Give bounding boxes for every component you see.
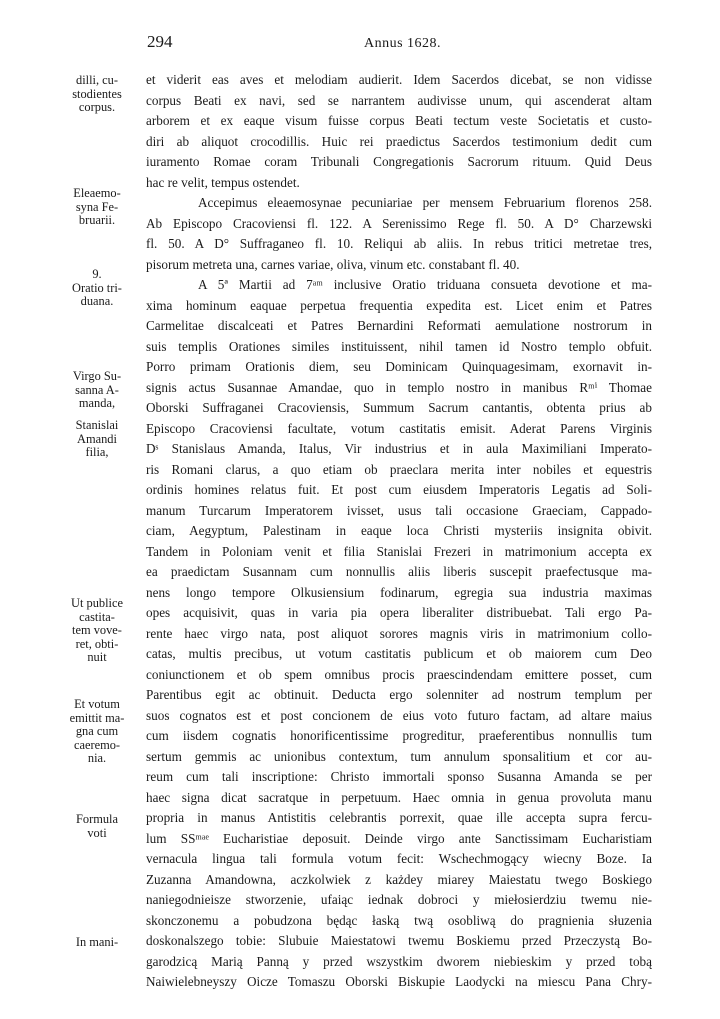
margin-note-line: Ut publice [71, 596, 123, 610]
margin-note-eleaemosyna [58, 187, 136, 228]
margin-note-line: Amandi [77, 431, 117, 446]
text-line: cum iisdem cognatis honorificentissime progreditur, praeferentibus nonnullis tum [146, 728, 652, 743]
body-text [146, 70, 652, 993]
text-line: opes acquisivit, quas in varia pia opera liberaliter distribuebat. Tali ergo Pa- [146, 605, 652, 620]
margin-note-line: Eleaemo- [73, 186, 121, 200]
text-line: catas, multis precibus, ut votum castitatis publicum et ob maiorem cum Deo [146, 646, 652, 661]
text-line: Parentibus egit ac obtinuit. Deducta ergo solenniter ad nostrum templum per [146, 687, 652, 702]
margin-note-line: duana. [80, 294, 114, 308]
text-line: coniunctionem et ob spem omnibus procis praescindendam emittere posset, cum [146, 666, 652, 682]
margin-note-line: In mani- [75, 935, 119, 949]
margin-note-line: Virgo Su- [72, 369, 122, 383]
text-line: haec signa dicat sacratque in perpetuum. Haec omnia in genua provoluta manu [146, 789, 652, 805]
margin-note-line: dilli, cu- [76, 73, 118, 87]
text-line: Zuzanna Amandowna, aczkolwiek z każdey miarey Maiestatu twego Boskiego [146, 871, 652, 887]
text-line: A 5ª Martii ad 7ᵃᵐ inclusive Oratio triduana consueta devotione et ma- [198, 277, 652, 292]
text-line: ea praedictam Susannam cum nonnullis aliis liberis suscepit praefectusque ma- [146, 564, 652, 579]
margin-note-line: Et votum [74, 697, 120, 711]
margin-note-oratio [58, 268, 136, 309]
margin-note-line: bruarii. [78, 213, 116, 227]
text-line: Accepimus eleaemosynae pecuniariae per mensem Februarium florenos 258. [198, 195, 652, 210]
margin-note-line: syna Fe- [75, 199, 119, 214]
text-line: ris Romani clarus, a quo etiam ob praeclara merita inter nobiles et equestris [146, 461, 652, 477]
text-line: skonczonemu a pobudzona będąc łaską twą osobliwą do pragnienia słuzenia [146, 912, 652, 928]
text-line: lum SSᵐᵃᵉ Eucharistiae deposuit. Deinde virgo ante Sanctissimam Eucharistiam [146, 830, 652, 846]
text-line: Tandem in Poloniam venit et filia Stanislai Frezeri in matrimonium accepta ex [146, 543, 652, 559]
text-line: propria in manus Antistitis celebrantis porrexit, quae ille accepta supra fercu- [146, 810, 652, 825]
text-line: arborem et ex eaque visum fuisse corpus Beati tectum veste Societatis et custo- [146, 113, 652, 128]
margin-note-line: sanna A- [75, 382, 119, 397]
margin-note-in-mani [58, 936, 136, 950]
margin-note-formula [58, 813, 136, 840]
margin-note-line: gna cum [75, 724, 119, 738]
margin-note-line: 9. [92, 267, 102, 281]
text-line: suis templis Orationes similes instituissent, nihil tamen id Nostro templo obfuit. [146, 338, 652, 354]
text-line: Ab Episcopo Cracoviensi fl. 122. A Serenissimo Rege fl. 50. A D° Charzewski [146, 215, 652, 231]
margin-note-line: Oratio tri- [72, 280, 122, 295]
margin-note-line: nuit [87, 650, 107, 664]
running-title: Annus 1628. [364, 36, 442, 51]
margin-note-custodientes [58, 74, 136, 115]
margin-note-line: Stanislai [75, 418, 119, 432]
margin-note-line: corpus. [78, 100, 116, 114]
margin-note-line: tem vove- [72, 623, 122, 637]
text-line: xima hominum eaquae perpetua frequentia expedita est. Licet enim et Patres [146, 297, 652, 313]
margin-note-virgo [58, 370, 136, 411]
text-line: Dˢ Stanislaus Amanda, Italus, Vir industrius et in aula Maximiliani Imperato- [146, 441, 652, 456]
margin-note-line: manda, [78, 396, 116, 410]
text-line: hac re velit, tempus ostendet. [146, 174, 300, 190]
text-line: suos cognatos est et post concionem de eius voto futuro factam, ad altare maius [146, 707, 652, 723]
text-line: corpus Beati ex navi, sed se narrantem audivisse unum, qui ascenderat altam [146, 92, 652, 108]
margin-note-line: ret, obti- [75, 636, 119, 651]
text-line: Oborski Suffraganei Cracoviensis, Summum Sacrum cantantis, obtenta prius ab [146, 400, 652, 415]
margin-note-line: filia, [85, 445, 109, 459]
text-line: manum Turcarum Imperatorem ivisset, usus tali occasione Graeciam, Cappado- [146, 502, 652, 518]
text-line: sertum gemmis ac unionibus contextum, tum annulum sponsalitium et cor au- [146, 748, 652, 764]
text-line: fl. 50. A D° Suffraganeo fl. 10. Reliqui ab aliis. In rebus tritici metretae tres, [146, 236, 652, 251]
text-line: Episcopo Cracoviensi facultate, votum castitatis emisit. Aderat Parens Virginis [146, 420, 652, 436]
text-line: garodzicą Marią Panną y przed wszystkim dworem niebieskim y przed tobą [146, 953, 652, 969]
text-line: ciam, Aegyptum, Palestinam in eaque loca Christi mysteriis insignita obivit. [146, 523, 652, 538]
text-line: reum cum tali inscriptione: Christo immortali sponso Susanna Amanda se per [146, 769, 652, 784]
margin-note-line: Formula [76, 812, 118, 826]
page-number: 294 [147, 32, 173, 51]
text-line: Naiwielebneyszy Oicze Tomaszu Oborski Biskupie Laodycki na miescu Pana Chry- [146, 974, 652, 989]
margin-note-stanislai [58, 419, 136, 460]
text-line: nens longo tempore Olkusiensium fodinarum, egregia sua industria maximas [146, 584, 652, 600]
margin-note-line: voti [87, 825, 107, 840]
text-line: Carmelitae discalceati et Patres Bernardini Reformati aemulatione nostrorum in [146, 318, 652, 333]
text-line: naniegodnieisze stworzenie, ufaiąc iednak dobroci y miełosierdziu twemu nie- [146, 892, 652, 907]
text-line: iuramento Romae coram Tribunali Congregationis Sacrorum rituum. Quid Deus [146, 154, 652, 169]
text-line: rente haec virgo nata, post aliquot sorores magnis viris in matrimonium collo- [146, 625, 652, 641]
margin-note-ut-publice [58, 597, 136, 665]
margin-note-line: nia. [87, 751, 107, 765]
text-line: et viderit eas aves et melodiam audierit. Idem Sacerdos dicebat, se non vidisse [146, 72, 652, 87]
margin-note-line: caeremo- [73, 737, 121, 752]
margin-note-et-votum [58, 698, 136, 766]
text-line: vernacula lingua tali formula votum fecit: Wschechmogący wiecny Boze. Ia [146, 851, 652, 866]
text-line: pisorum metreta una, carnes variae, oliva, vinum etc. constabant fl. 40. [146, 256, 520, 272]
text-line: signis actus Susannae Amandae, quo in templo nostro in manibus Rᵐⁱ Thomae [146, 379, 652, 395]
margin-note-line: castita- [79, 609, 115, 624]
margin-note-line: emittit ma- [69, 710, 125, 725]
text-line: ordinis homines relatus fuit. Et post cum eiusdem Imperatoris Legatis ad Soli- [146, 482, 652, 497]
page-header [0, 28, 720, 58]
margin-note-line: stodientes [72, 86, 122, 101]
text-line: diri ab aliquot crocodillis. Huic rei praedictus Sacerdos testimonium dedit cum [146, 133, 652, 149]
text-line: doskonalszego tobie: Slubuie Maiestatowi twemu Boskiemu przed Przeczystą Bo- [146, 933, 652, 948]
text-line: Porro primam Orationis diem, seu Dominicam Quinquagesimam, exornavit in- [146, 359, 652, 374]
